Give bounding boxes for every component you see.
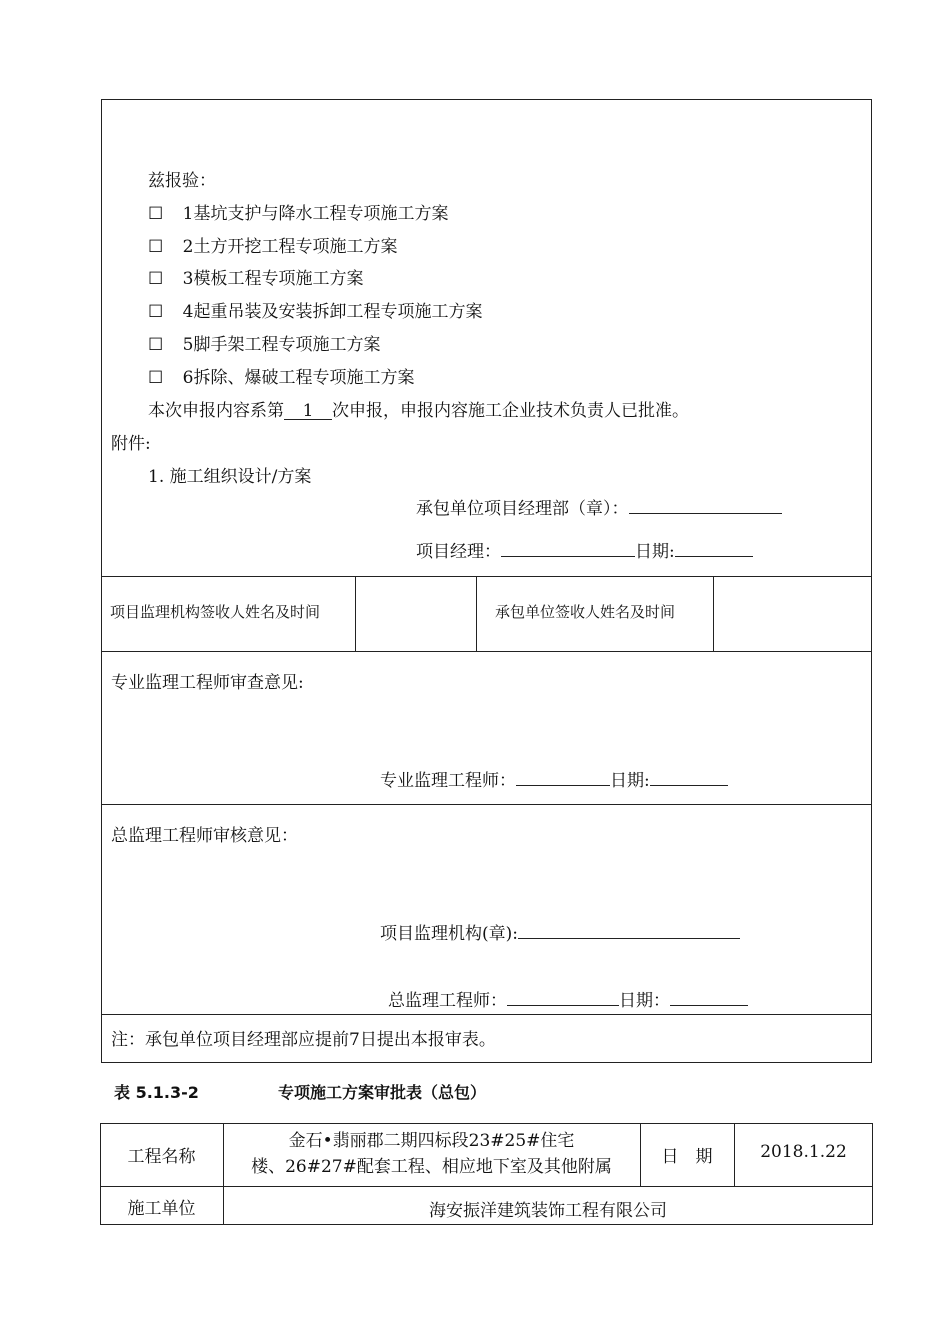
- checkbox-label: 6拆除、爆破工程专项施工方案: [182, 368, 415, 388]
- pm-date-field[interactable]: [675, 538, 753, 557]
- divider: [101, 651, 872, 652]
- attachment-item: 1. 施工组织设计/方案: [148, 467, 312, 487]
- intro-text: 兹报验：: [148, 171, 216, 191]
- date-value: 2018.1.22: [760, 1142, 847, 1162]
- project-manager-field[interactable]: [501, 538, 635, 557]
- contractor-receiver-field[interactable]: [715, 578, 869, 649]
- checkbox-item[interactable]: [148, 232, 397, 257]
- contractor-dept-line: 承包单位项目经理部（章）：: [416, 494, 782, 519]
- contractor-dept-field[interactable]: [629, 495, 782, 514]
- report-count-field[interactable]: 1: [284, 401, 332, 420]
- divider: [713, 576, 714, 651]
- divider: [101, 576, 872, 577]
- builder-label: 施工单位: [127, 1199, 196, 1219]
- checkbox-item[interactable]: [148, 330, 380, 355]
- checkbox-icon[interactable]: ☐: [148, 269, 164, 289]
- chief-review-title: 总监理工程师审核意见：: [111, 826, 298, 846]
- supervisor-receiver-field[interactable]: [357, 578, 474, 649]
- divider: [355, 576, 356, 651]
- checkbox-item[interactable]: [148, 264, 363, 289]
- chief-signature-line: 总监理工程师： 日期：: [388, 986, 748, 1011]
- report-count-line: 本次申报内容系第 1 次申报，申报内容施工企业技术负责人已批准。: [148, 401, 689, 421]
- engineer-signature-line: 专业监理工程师： 日期:: [380, 766, 728, 791]
- checkbox-icon[interactable]: ☐: [148, 204, 164, 224]
- divider: [101, 1014, 872, 1015]
- checkbox-label: 1基坑支护与降水工程专项施工方案: [182, 204, 449, 224]
- checkbox-icon[interactable]: ☐: [148, 302, 164, 322]
- checkbox-item[interactable]: [148, 297, 482, 322]
- builder-value: 海安振洋建筑装饰工程有限公司: [429, 1201, 667, 1221]
- divider: [101, 804, 872, 805]
- attachment-label: 附件:: [111, 434, 151, 454]
- chief-signature-field[interactable]: [507, 987, 619, 1006]
- checkbox-label: 3模板工程专项施工方案: [182, 269, 364, 289]
- checkbox-item[interactable]: [148, 199, 448, 224]
- project-manager-line: 项目经理： 日期:: [416, 537, 753, 562]
- project-name-label: 工程名称: [127, 1147, 196, 1167]
- engineer-signature-field[interactable]: [516, 767, 610, 786]
- checkbox-item[interactable]: [148, 363, 414, 388]
- divider: [100, 1186, 873, 1187]
- table-title: 专项施工方案审批表（总包）: [278, 1083, 487, 1102]
- engineer-date-field[interactable]: [650, 767, 728, 786]
- note-text: 注：承包单位项目经理部应提前7日提出本报审表。: [111, 1030, 496, 1050]
- project-name-value: 金石•翡丽郡二期四标段23#25#住宅 楼、26#27#配套工程、相应地下室及其他附属: [251, 1131, 612, 1177]
- supervision-org-field[interactable]: [518, 920, 740, 939]
- checkbox-icon[interactable]: ☐: [148, 335, 164, 355]
- checkbox-label: 5脚手架工程专项施工方案: [182, 335, 381, 355]
- divider: [476, 576, 477, 651]
- supervision-org-line: 项目监理机构(章):: [380, 919, 740, 944]
- checkbox-icon[interactable]: ☐: [148, 368, 164, 388]
- checkbox-label: 2土方开挖工程专项施工方案: [182, 237, 398, 257]
- date-label: 日 期: [661, 1147, 713, 1167]
- checkbox-icon[interactable]: ☐: [148, 237, 164, 257]
- table-code: 表 5.1.3-2: [114, 1083, 199, 1102]
- engineer-review-title: 专业监理工程师审查意见:: [111, 673, 304, 693]
- chief-date-field[interactable]: [670, 987, 748, 1006]
- checkbox-label: 4起重吊装及安装拆卸工程专项施工方案: [182, 302, 483, 322]
- supervisor-receiver-label: 项目监理机构签收人姓名及时间: [110, 603, 321, 621]
- contractor-receiver-label: 承包单位签收人姓名及时间: [495, 603, 676, 621]
